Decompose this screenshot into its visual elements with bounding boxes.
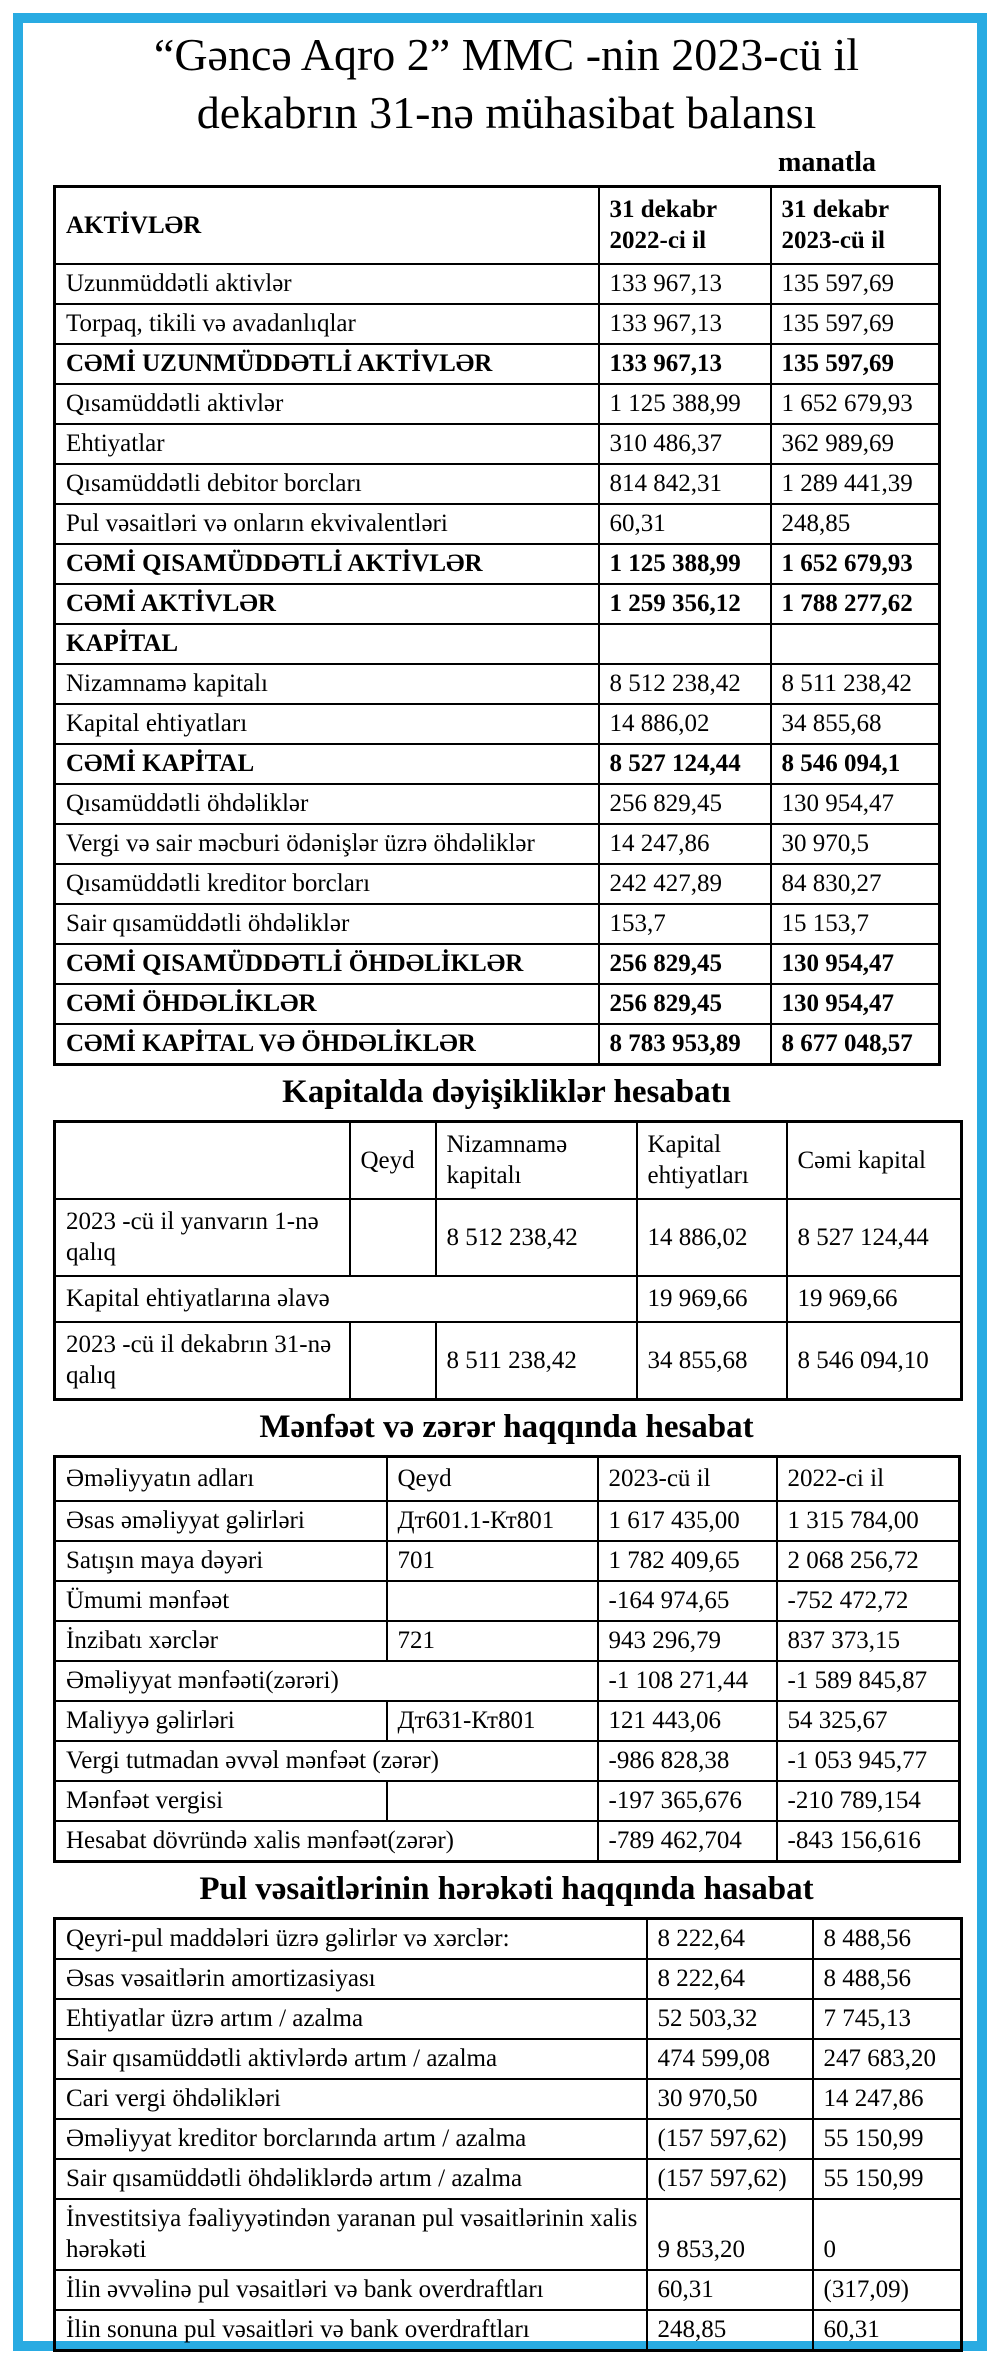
table-row — [55, 1276, 962, 1322]
row-label: İnzibatı xərclər — [55, 1621, 387, 1661]
table-row — [55, 304, 940, 344]
cell-2023: 60,31 — [647, 2270, 813, 2310]
table-row — [55, 1741, 960, 1781]
row-label: CƏMİ KAPİTAL — [55, 744, 599, 784]
cell-2022: 14 247,86 — [813, 2079, 962, 2119]
row-label: Mənfəət vergisi — [55, 1781, 387, 1821]
row-label: KAPİTAL — [55, 624, 599, 664]
cell-total: 8 527 124,44 — [787, 1199, 962, 1276]
row-label: 2023 -cü il dekabrın 31-nə qalıq — [55, 1322, 350, 1400]
cell-2022: 310 486,37 — [599, 424, 771, 464]
row-label: Əməliyyat mənfəəti(zərəri) — [55, 1661, 598, 1701]
cell-2022: 1 125 388,99 — [599, 384, 771, 424]
table-header-row — [55, 187, 940, 265]
cell-2023: -164 974,65 — [598, 1581, 777, 1621]
table-row — [55, 1959, 962, 1999]
cell-2022: 133 967,13 — [599, 344, 771, 384]
row-label: CƏMİ AKTİVLƏR — [55, 584, 599, 624]
profit-loss-body — [55, 1501, 960, 1862]
row-label: CƏMİ QISAMÜDDƏTLİ ÖHDƏLİKLƏR — [55, 944, 599, 984]
row-label: Ehtiyatlar üzrə artım / azalma — [55, 1999, 647, 2039]
cell-2022: 55 150,99 — [813, 2159, 962, 2199]
cell-2023: 248,85 — [771, 504, 940, 544]
table-row — [55, 584, 940, 624]
cell-2022: 153,7 — [599, 904, 771, 944]
cell-charter: 8 512 238,42 — [436, 1199, 637, 1276]
cell-2023: -197 365,676 — [598, 1781, 777, 1821]
cell-2023: -789 462,704 — [598, 1821, 777, 1862]
cell-note — [350, 1322, 436, 1400]
cell-2022: -843 156,616 — [777, 1821, 960, 1862]
table-header-row — [55, 1122, 962, 1200]
cell-2022: 2 068 256,72 — [777, 1541, 960, 1581]
table-row — [55, 1661, 960, 1701]
section-title-profit-loss: Mənfəət və zərər haqqında hesabat — [259, 1409, 754, 1445]
row-label: Sair qısamüddətli öhdəliklərdə artım / azalma — [55, 2159, 647, 2199]
cell-note — [387, 1781, 598, 1821]
table-row — [55, 504, 940, 544]
cell-2023: 135 597,69 — [771, 304, 940, 344]
table-row — [55, 2310, 962, 2351]
cell-2023: 130 954,47 — [771, 784, 940, 824]
cell-reserves: 34 855,68 — [637, 1322, 787, 1400]
balance-sheet-table — [53, 185, 941, 1066]
cell-2023: 52 503,32 — [647, 1999, 813, 2039]
cell-2022: 242 427,89 — [599, 864, 771, 904]
cell-2023: 474 599,08 — [647, 2039, 813, 2079]
column-header-capital-reserves: Kapital ehtiyatları — [637, 1122, 787, 1200]
cell-note: Дт631-Кт801 — [387, 1701, 598, 1741]
table-row — [55, 944, 940, 984]
cell-2022: 1 259 356,12 — [599, 584, 771, 624]
cell-note: 721 — [387, 1621, 598, 1661]
cell-2022: 247 683,20 — [813, 2039, 962, 2079]
cell-2022: 256 829,45 — [599, 944, 771, 984]
row-label: Qısamüddətli debitor borcları — [55, 464, 599, 504]
document-content — [53, 26, 960, 2352]
cell-2023: 8 546 094,1 — [771, 744, 940, 784]
document-title-line2: dekabrın 31-nə mühasibat balansı — [196, 87, 817, 138]
cell-2023: 9 853,20 — [647, 2199, 813, 2270]
table-row — [55, 2270, 962, 2310]
column-header-empty — [55, 1122, 350, 1200]
row-label: Hesabat dövründə xalis mənfəət(zərər) — [55, 1821, 598, 1862]
cell-2023: (157 597,62) — [647, 2159, 813, 2199]
table-row — [55, 544, 940, 584]
row-label: CƏMİ UZUNMÜDDƏTLİ AKTİVLƏR — [55, 344, 599, 384]
table-row — [55, 784, 940, 824]
row-label: Satışın maya dəyəri — [55, 1541, 387, 1581]
table-row — [55, 1821, 960, 1862]
row-label: İlin əvvəlinə pul vəsaitləri və bank overdraftları — [55, 2270, 647, 2310]
cell-2022: 7 745,13 — [813, 1999, 962, 2039]
cell-2022: 8 783 953,89 — [599, 1024, 771, 1065]
table-row — [55, 824, 940, 864]
table-row — [55, 624, 940, 664]
row-label: İnvestitsiya fəaliyyətindən yaranan pul vəsaitlərinin xalis hərəkəti — [55, 2199, 647, 2270]
table-row — [55, 1701, 960, 1741]
cell-2023: 8 222,64 — [647, 1919, 813, 1960]
table-row — [55, 1581, 960, 1621]
section-title-capital-changes: Kapitalda dəyişikliklər hesabatı — [282, 1074, 731, 1110]
table-row — [55, 1919, 962, 1960]
row-label: Kapital ehtiyatlarına əlavə — [55, 1276, 637, 1322]
cell-2023: (157 597,62) — [647, 2119, 813, 2159]
table-row — [55, 664, 940, 704]
cell-2022 — [599, 624, 771, 664]
cell-2022: 54 325,67 — [777, 1701, 960, 1741]
balance-sheet-body — [55, 264, 940, 1065]
cell-2023: 1 782 409,65 — [598, 1541, 777, 1581]
cell-2022: 133 967,13 — [599, 304, 771, 344]
column-header-note: Qeyd — [350, 1122, 436, 1200]
cell-2023: 8 677 048,57 — [771, 1024, 940, 1065]
column-header-charter-capital: Nizamnamə kapitalı — [436, 1122, 637, 1200]
cell-2022: 1 315 784,00 — [777, 1501, 960, 1541]
table-header-row — [55, 1457, 960, 1502]
column-header-2023: 2023-cü il — [598, 1457, 777, 1502]
cell-2023: 1 652 679,93 — [771, 384, 940, 424]
row-label: Maliyyə gəlirləri — [55, 1701, 387, 1741]
row-label: Vergi və sair məcburi ödənişlər üzrə öhdəliklər — [55, 824, 599, 864]
cell-2022: 1 125 388,99 — [599, 544, 771, 584]
cell-2022: 60,31 — [813, 2310, 962, 2351]
table-row — [55, 384, 940, 424]
row-label: Cari vergi öhdəlikləri — [55, 2079, 647, 2119]
cell-2023: 130 954,47 — [771, 984, 940, 1024]
section-title-cash-flow: Pul vəsaitlərinin hərəkəti haqqında hasabat — [199, 1871, 814, 1907]
cell-2023 — [771, 624, 940, 664]
row-label: Sair qısamüddətli öhdəliklər — [55, 904, 599, 944]
document-title — [53, 26, 960, 142]
row-label: Qısamüddətli aktivlər — [55, 384, 599, 424]
table-row — [55, 464, 940, 504]
cell-2023: 121 443,06 — [598, 1701, 777, 1741]
cell-2023: 135 597,69 — [771, 344, 940, 384]
table-row — [55, 704, 940, 744]
table-row — [55, 1501, 960, 1541]
row-label: Vergi tutmadan əvvəl mənfəət (zərər) — [55, 1741, 598, 1781]
cell-charter: 8 511 238,42 — [436, 1322, 637, 1400]
cell-note — [387, 1581, 598, 1621]
table-row — [55, 744, 940, 784]
table-row — [55, 2119, 962, 2159]
cell-2022: 14 247,86 — [599, 824, 771, 864]
table-row — [55, 1999, 962, 2039]
row-label: İlin sonuna pul vəsaitləri və bank overdraftları — [55, 2310, 647, 2351]
cell-2023: 130 954,47 — [771, 944, 940, 984]
column-header-note: Qeyd — [387, 1457, 598, 1502]
row-label: Torpaq, tikili və avadanlıqlar — [55, 304, 599, 344]
cell-reserves: 14 886,02 — [637, 1199, 787, 1276]
cell-2023: 8 222,64 — [647, 1959, 813, 1999]
cell-2022: 256 829,45 — [599, 784, 771, 824]
cell-2023: 1 617 435,00 — [598, 1501, 777, 1541]
cell-2023: -986 828,38 — [598, 1741, 777, 1781]
table-row — [55, 2079, 962, 2119]
row-label: Qısamüddətli kreditor borcları — [55, 864, 599, 904]
row-label: Əsas əməliyyat gəlirləri — [55, 1501, 387, 1541]
cell-2023: 362 989,69 — [771, 424, 940, 464]
cell-2023: 15 153,7 — [771, 904, 940, 944]
row-label: Ehtiyatlar — [55, 424, 599, 464]
table-row — [55, 864, 940, 904]
cell-2022: (317,09) — [813, 2270, 962, 2310]
cell-2022: 0 — [813, 2199, 962, 2270]
cell-2022: 8 527 124,44 — [599, 744, 771, 784]
row-label: Uzunmüddətli aktivlər — [55, 264, 599, 304]
cell-2023: 943 296,79 — [598, 1621, 777, 1661]
row-label: Nizamnamə kapitalı — [55, 664, 599, 704]
cell-reserves: 19 969,66 — [637, 1276, 787, 1322]
cell-2022: 8 488,56 — [813, 1959, 962, 1999]
column-header-2022: 2022-ci il — [777, 1457, 960, 1502]
cell-2023: 1 289 441,39 — [771, 464, 940, 504]
table-row — [55, 984, 940, 1024]
cell-2022: 837 373,15 — [777, 1621, 960, 1661]
column-header-2023: 31 dekabr 2023-cü il — [771, 187, 940, 265]
table-row — [55, 264, 940, 304]
table-row — [55, 1199, 962, 1276]
table-row — [55, 2039, 962, 2079]
cell-2023: 1 788 277,62 — [771, 584, 940, 624]
table-row — [55, 1781, 960, 1821]
cell-2023: 248,85 — [647, 2310, 813, 2351]
row-label: Qeyri-pul maddələri üzrə gəlirlər və xərclər: — [55, 1919, 647, 1960]
cell-2023: 1 652 679,93 — [771, 544, 940, 584]
row-label: CƏMİ KAPİTAL VƏ ÖHDƏLİKLƏR — [55, 1024, 599, 1065]
capital-changes-body — [55, 1199, 962, 1400]
cell-note: Дт601.1-Кт801 — [387, 1501, 598, 1541]
cell-2022: 133 967,13 — [599, 264, 771, 304]
cell-2023: 30 970,50 — [647, 2079, 813, 2119]
row-label: Ümumi mənfəət — [55, 1581, 387, 1621]
cash-flow-table — [53, 1917, 963, 2352]
cell-2022: 14 886,02 — [599, 704, 771, 744]
capital-changes-table — [53, 1120, 963, 1401]
cell-2022: 8 512 238,42 — [599, 664, 771, 704]
column-header-total-capital: Cəmi kapital — [787, 1122, 962, 1200]
row-label: Pul vəsaitləri və onların ekvivalentləri — [55, 504, 599, 544]
cell-note — [350, 1199, 436, 1276]
row-label: Əməliyyat kreditor borclarında artım / azalma — [55, 2119, 647, 2159]
cell-2022: -210 789,154 — [777, 1781, 960, 1821]
cell-2022: 814 842,31 — [599, 464, 771, 504]
column-header-operation-names: Əməliyyatın adları — [55, 1457, 387, 1502]
cell-2023: 84 830,27 — [771, 864, 940, 904]
cell-2022: -1 053 945,77 — [777, 1741, 960, 1781]
cell-2023: 8 511 238,42 — [771, 664, 940, 704]
row-label: Qısamüddətli öhdəliklər — [55, 784, 599, 824]
cell-2023: 30 970,5 — [771, 824, 940, 864]
row-label: Sair qısamüddətli aktivlərdə artım / azalma — [55, 2039, 647, 2079]
cell-2022: 60,31 — [599, 504, 771, 544]
row-label: Kapital ehtiyatları — [55, 704, 599, 744]
table-row — [55, 2159, 962, 2199]
cell-total: 8 546 094,10 — [787, 1322, 962, 1400]
cash-flow-body — [55, 1919, 962, 2351]
column-header-assets: AKTİVLƏR — [55, 187, 599, 265]
profit-loss-table — [53, 1455, 961, 1863]
table-row — [55, 1024, 940, 1065]
document-title-line1: “Gəncə Aqro 2” MMC -nin 2023-cü il — [153, 29, 860, 80]
cell-2023: -1 108 271,44 — [598, 1661, 777, 1701]
cell-total: 19 969,66 — [787, 1276, 962, 1322]
row-label: 2023 -cü il yanvarın 1-nə qalıq — [55, 1199, 350, 1276]
cell-2022: -1 589 845,87 — [777, 1661, 960, 1701]
column-header-2022: 31 dekabr 2022-ci il — [599, 187, 771, 265]
table-row — [55, 1322, 962, 1400]
cell-2022: 55 150,99 — [813, 2119, 962, 2159]
row-label: Əsas vəsaitlərin amortizasiyası — [55, 1959, 647, 1999]
row-label: CƏMİ ÖHDƏLİKLƏR — [55, 984, 599, 1024]
currency-unit-label: manatla — [778, 147, 876, 178]
table-row — [55, 904, 940, 944]
cell-2022: -752 472,72 — [777, 1581, 960, 1621]
cell-note: 701 — [387, 1541, 598, 1581]
row-label: CƏMİ QISAMÜDDƏTLİ AKTİVLƏR — [55, 544, 599, 584]
table-row — [55, 344, 940, 384]
cell-2022: 256 829,45 — [599, 984, 771, 1024]
table-row — [55, 1541, 960, 1581]
cell-2023: 34 855,68 — [771, 704, 940, 744]
table-row — [55, 2199, 962, 2270]
table-row — [55, 1621, 960, 1661]
cell-2022: 8 488,56 — [813, 1919, 962, 1960]
cell-2023: 135 597,69 — [771, 264, 940, 304]
table-row — [55, 424, 940, 464]
